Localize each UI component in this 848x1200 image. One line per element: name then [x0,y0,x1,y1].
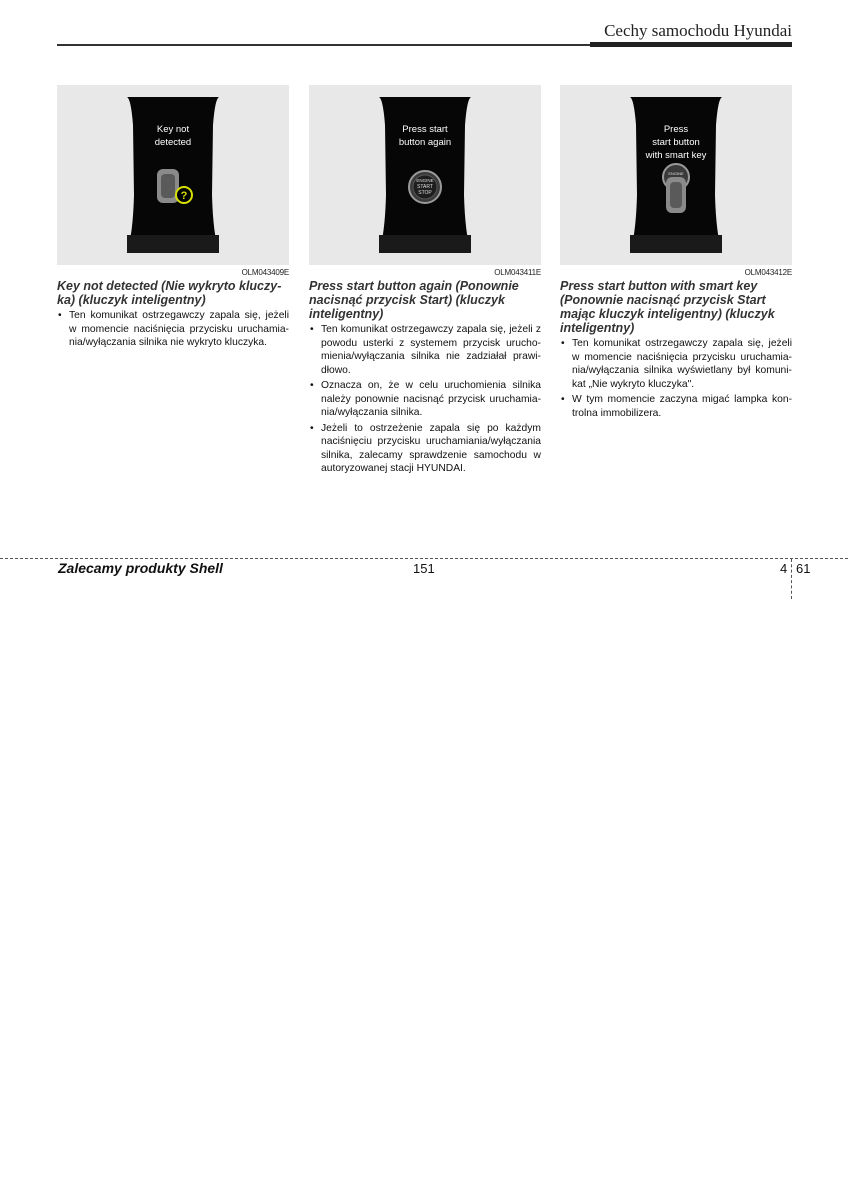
display-line-1: Key not [156,124,190,135]
figure-code: OLM043411E [494,268,541,277]
footer-center-number: 151 [413,561,435,576]
display-line-1: Press start [402,124,448,135]
cluster-display-panel [560,85,792,265]
bullet-list [309,323,541,476]
footer-page-number: 61 [796,561,811,576]
column-press-start-with-key [560,85,792,422]
display-line-2: detected [154,137,192,148]
footer-rule [0,558,848,559]
footer-divider [791,559,792,599]
display-line-1: Press [663,124,689,135]
section-heading: Press start button with smart key (Ponownie nacisnąć przycisk Start mając kluczyk inteligentny) (kluczyk inteligentny) [560,279,775,335]
bullet-item: • Oznacza on, że w celu uruchomienia silnika należy ponownie nacisnąć przycisk uruchamia-nia/wyłączania silnika. [309,379,541,420]
column-press-start-again [309,85,541,478]
button-label-stop: STOP [418,190,432,196]
bullet-list [560,337,792,420]
bullet-item: • Ten komunikat ostrzegawczy zapala się, jeżeli w momencie naciśnięcia przycisku uruchamia-nia/wyłączania silnika wyświetlany był komuni-kat „Nie wykryto kluczyka". [560,337,792,391]
header-title: Cechy samochodu Hyundai [604,21,792,40]
svg-text:?: ? [180,190,188,202]
bullet-item: • Jeżeli to ostrzeżenie zapala się po każdym naciśnięciu przycisku uruchamiania/wyłączania silnika, zalecamy sprawdzenie samochodu w autoryzowanej stacji HYUNDAI. [309,422,541,476]
bullet-item: • Ten komunikat ostrzegawczy zapala się, jeżeli w momencie naciśnięcia przycisku uruchamia-nia/wyłączania silnika nie wykryto kluczyka. [57,309,289,350]
display-line-2: button again [398,137,452,148]
section-heading: Key not detected (Nie wykryto kluczy-ka) (kluczyk inteligentny) [57,279,282,307]
smart-key-on-button-icon [663,164,689,213]
figure-code: OLM043409E [241,268,289,277]
engine-start-stop-button-icon [409,171,441,203]
bullet-item: • Ten komunikat ostrzegawczy zapala się, jeżeli z powodu usterki z systemem przycisk urucho-mienia/wyłączania silnika nie zadziałał prawi-dłowo. [309,323,541,377]
column-key-not-detected [57,85,289,352]
cluster-display-panel [57,85,289,265]
bullet-item: • W tym momencie zaczyna migać lampka kon-trolna immobilizera. [560,393,792,420]
button-label-engine: ENGINE [668,171,684,176]
display-line-3: with smart key [645,150,707,161]
section-heading: Press start button again (Ponownie nacisnąć przycisk Start) (kluczyk inteligentny) [309,279,519,321]
figure-code: OLM043412E [744,268,792,277]
figure-press-start-again [309,85,541,277]
bullet-list [57,309,289,350]
header-rule-accent [590,42,792,47]
footer-section-number: 4 [780,561,788,576]
footer-sponsor-text: Zalecamy produkty Shell [58,560,223,576]
button-label-engine: ENGINE [416,178,434,183]
button-label-start: START [417,184,433,190]
figure-press-start-with-key [560,85,792,277]
figure-key-not-detected [57,85,289,277]
cluster-display-panel [309,85,541,265]
display-line-2: start button [652,137,700,148]
